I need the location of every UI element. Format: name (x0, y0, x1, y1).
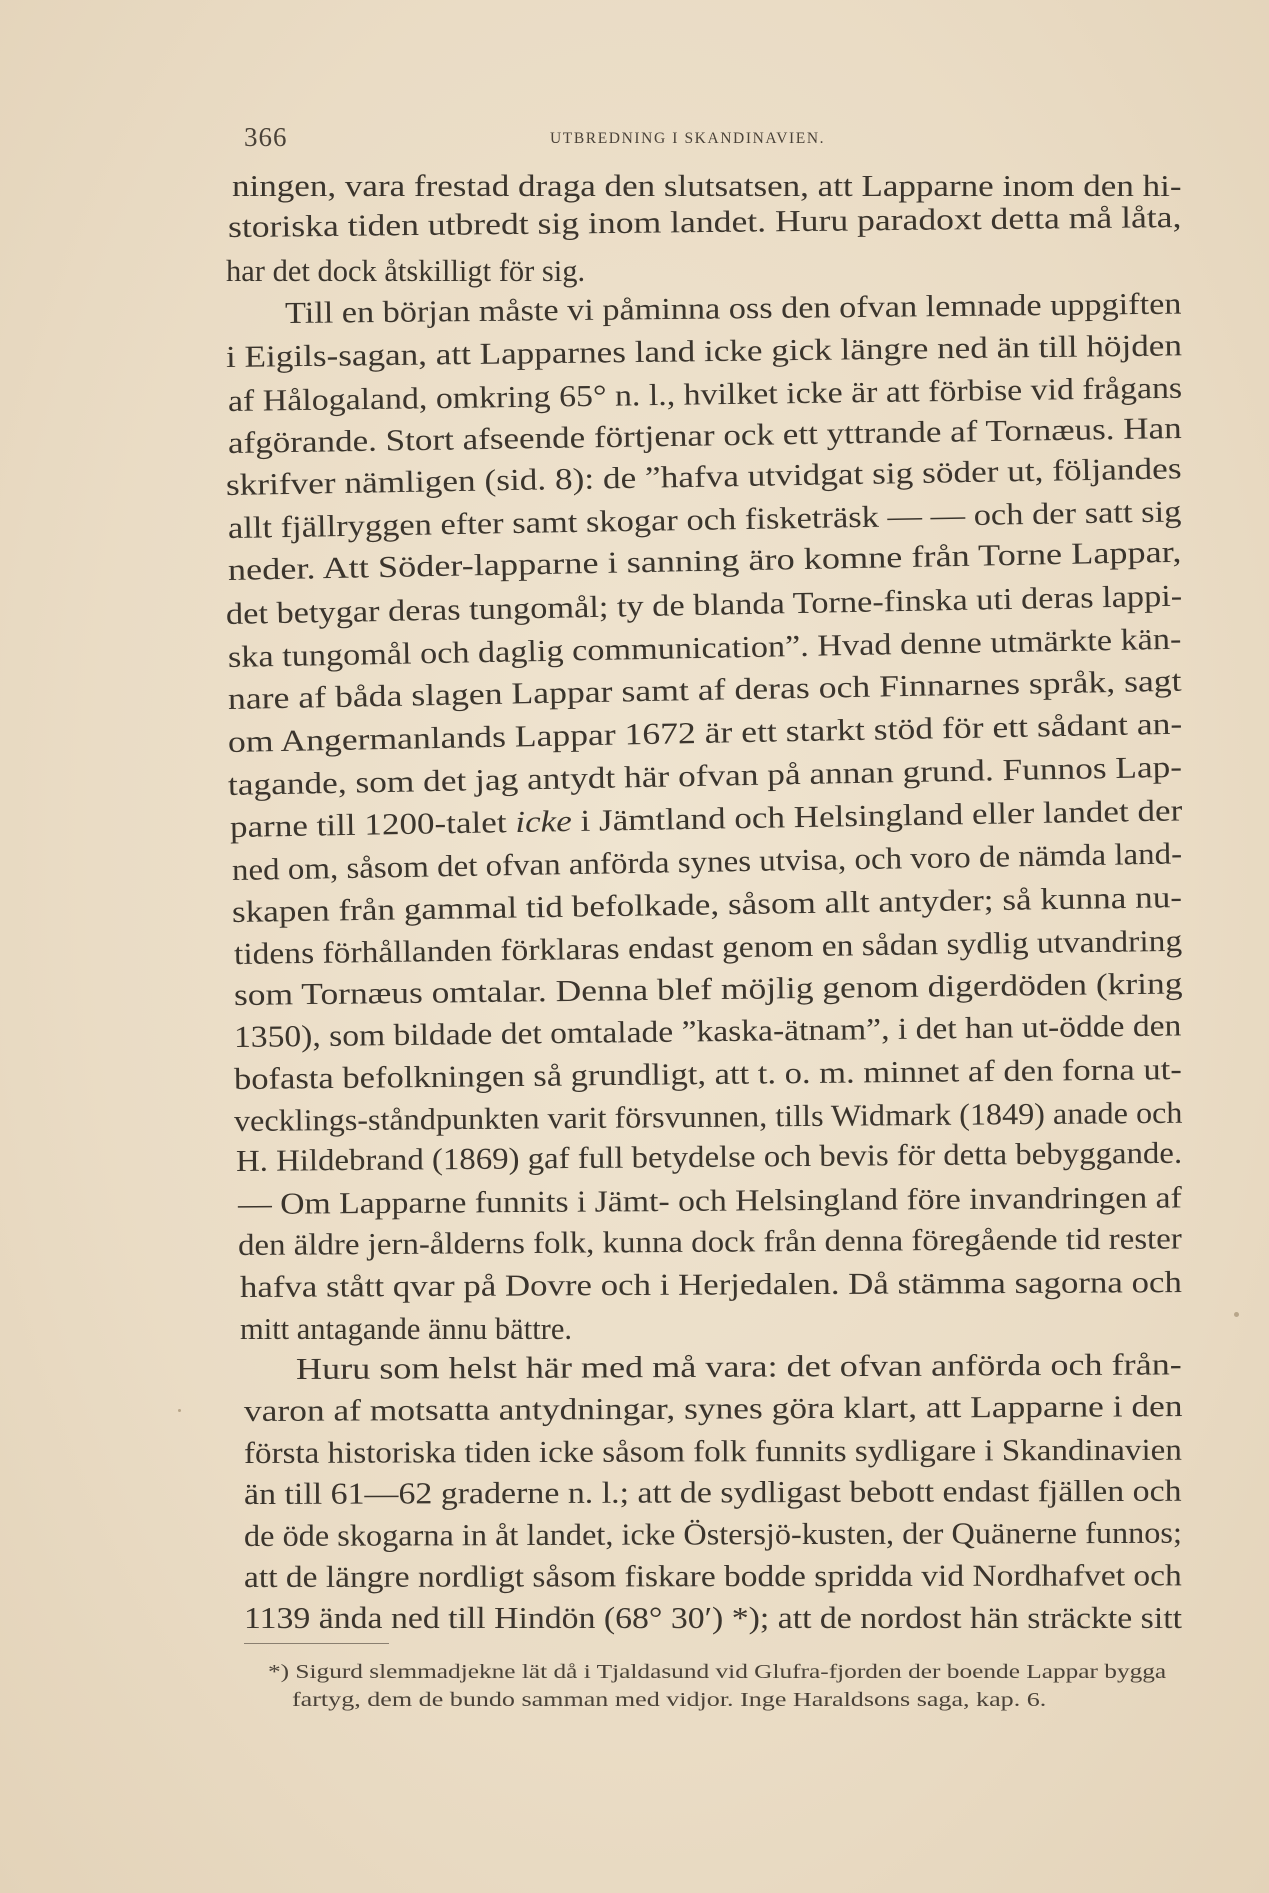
text-run: parne till 1200-talet (229, 805, 507, 844)
text-line: 1350), som bildade det omtalade ”kaska-ätnam”, i det han ut-ödde den (233, 1008, 1182, 1054)
text-line: allt fjällryggen efter samt skogar och fisketräsk — — och der satt sig (227, 494, 1182, 545)
text-line: första historiska tiden icke såsom folk funnits sydligare i Skandinavien (243, 1432, 1182, 1470)
text-line: ningen, vara frestad draga den slutsatsen, att Lapparne inom den hi- (232, 169, 1182, 203)
text-line: Till en början måste vi påminna oss den ofvan lemnade uppgiften (284, 286, 1182, 330)
text-line (230, 795, 1183, 842)
text-line: — Om Lapparne funnits i Jämt- och Helsingland före invandringen af (237, 1180, 1182, 1221)
text-line: den äldre jern-ålderns folk, kunna dock från denna föregående tid rester (237, 1221, 1182, 1262)
text-line: tagande, som det jag antydt här ofvan på annan grund. Funnos Lap- (227, 749, 1183, 802)
footnote-line: fartyg, dem de bundo samman med vidjor. Inge Haraldsons saga, kap. 6. (292, 1689, 1047, 1711)
paper-speck (178, 1409, 181, 1412)
text-line: i Eigils-sagan, att Lapparnes land icke gick längre ned än till höjden (225, 328, 1183, 374)
text-line: nare af båda slagen Lappar samt af deras och Finnarnes språk, sagt (227, 663, 1182, 716)
footnote-line: *) Sigurd slemmadjekne lät då i Tjaldasund vid Glufra-fjorden der boende Lappar bygga (268, 1661, 1167, 1683)
text-line: det betygar deras tungomål; ty de blanda Torne-finska uti deras lappi- (225, 578, 1183, 631)
text-line: Huru som helst här med må vara: det ofvan anförda och från- (295, 1347, 1182, 1386)
paper-speck (1234, 1312, 1239, 1317)
text-line: har det dock åtskilligt för sig. (226, 254, 586, 288)
text-line: som Tornæus omtalar. Denna blef möjlig genom digerdöden (kring (233, 966, 1183, 1012)
page-header (244, 122, 844, 156)
running-head: UTBREDNING I SKANDINAVIEN. (550, 130, 826, 147)
footnote-divider (244, 1643, 389, 1644)
emphasis-text: icke (514, 804, 573, 840)
text-line: ned om, såsom det ofvan anförda synes utvisa, och voro de nämda land- (231, 836, 1183, 887)
text-line: än till 61—62 graderne n. l.; att de sydligast bebott endast fjällen och (243, 1473, 1182, 1511)
text-line: tidens förhållanden förklaras endast genom en sådan sydlig utvandring (233, 923, 1183, 971)
text-line: att de längre nordligt såsom fiskare bodde spridda vid Nordhafvet och (243, 1558, 1182, 1594)
text-line: vecklings-ståndpunkten varit försvunnen, tills Widmark (1849) anade och (233, 1095, 1183, 1138)
text-line: H. Hildebrand (1869) gaf full betydelse och bevis för detta bebyggande. (235, 1135, 1183, 1178)
text-line: varon af motsatta antydningar, synes göra klart, att Lapparne i den (243, 1389, 1183, 1428)
text-line: 1139 ända ned till Hindön (68° 30′) *); att de nordost hän sträckte sitt (244, 1601, 1182, 1635)
text-line: skrifver nämligen (sid. 8): de ”hafva utvidgat sig söder ut, följandes (225, 451, 1182, 502)
text-line: skapen från gammal tid befolkade, såsom allt antyder; så kunna nu- (231, 880, 1183, 929)
text-line: storiska tiden utbredt sig inom landet. Huru paradoxt detta må låta, (227, 200, 1182, 244)
text-line: hafva stått qvar på Dovre och i Herjedalen. Då stämma sagorna och (239, 1265, 1182, 1304)
text-line: neder. Att Söder-lapparne i sanning äro komne från Torne Lappar, (227, 534, 1182, 587)
text-line: bofasta befolkningen så grundligt, att t. o. m. minnet af den forna ut- (233, 1052, 1182, 1096)
text-line: de öde skogarna in åt landet, icke Östersjö-kusten, der Quänerne funnos; (243, 1515, 1182, 1553)
text-line: ska tungomål och daglig communication”. Hvad denne utmärkte kän- (227, 621, 1182, 674)
text-run: i Jämtland och Helsingland eller landet der (580, 793, 1183, 838)
text-line: afgörande. Stort afseende förtjenar ock ett yttrande af Tornæus. Han (227, 411, 1182, 460)
text-line: mitt antagande ännu bättre. (240, 1312, 572, 1346)
text-line: om Angermanlands Lappar 1672 är ett starkt stöd för ett sådant an- (227, 706, 1183, 759)
text-line: af Hålogaland, omkring 65° n. l., hvilket icke är att förbise vid frågans (227, 370, 1183, 418)
page-number: 366 (244, 122, 288, 152)
